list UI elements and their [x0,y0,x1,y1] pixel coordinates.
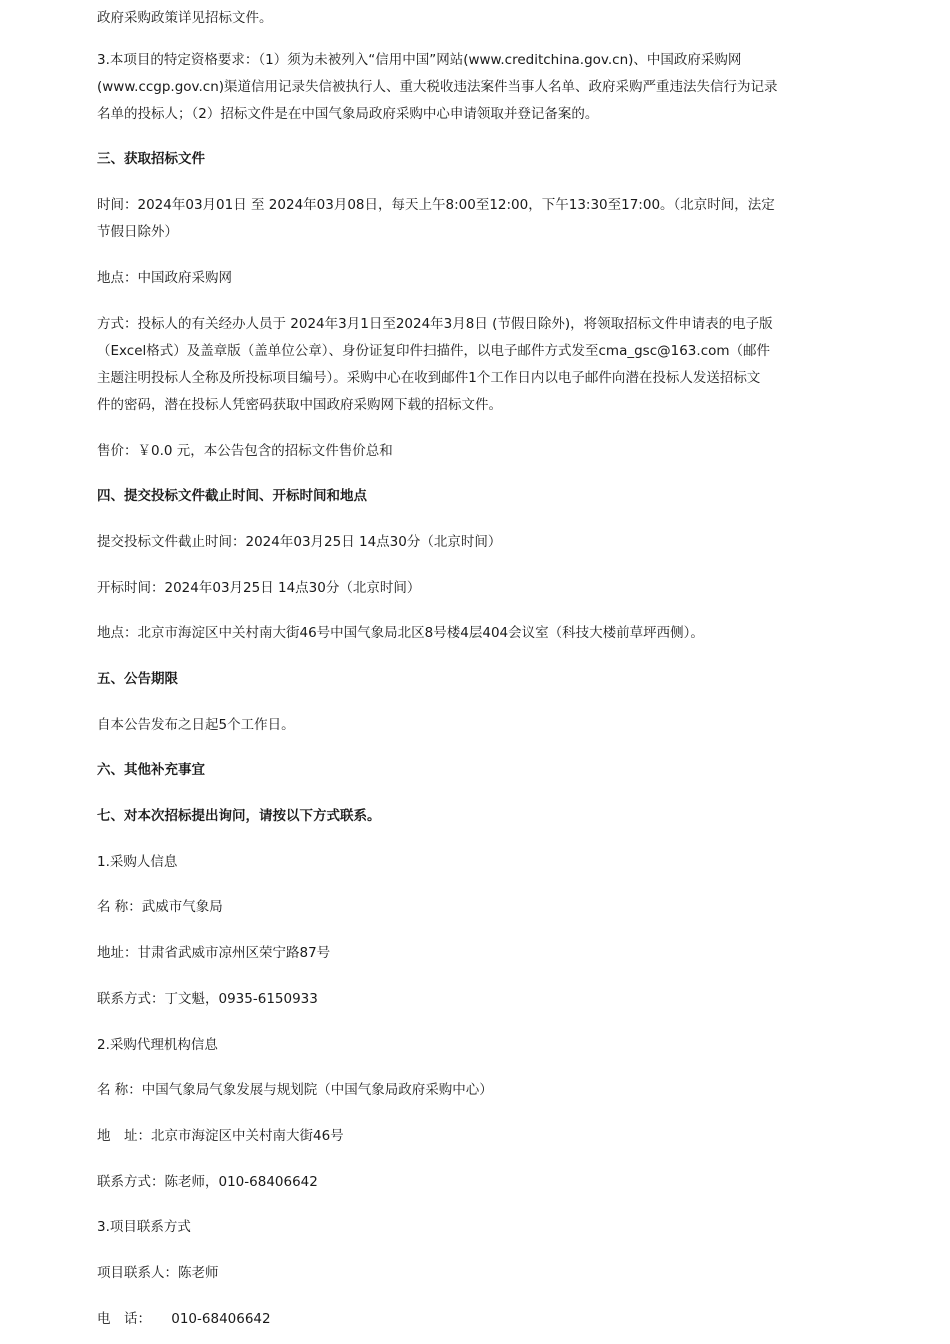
obtain-time-line-2: 节假日除外） [97,224,178,240]
section-heading-obtain-documents: 三、获取招标文件 [97,151,205,167]
purchaser-address: 地址：甘肃省武威市凉州区荣宁路87号 [97,945,331,961]
section-heading-supplementary: 六、其他补充事宜 [97,762,205,778]
opening-time: 开标时间：2024年03月25日 14点30分（北京时间） [97,580,421,596]
obtain-method-line-4: 件的密码，潜在投标人凭密码获取中国政府采购网下载的招标文件。 [97,397,502,413]
agency-info-heading: 2.采购代理机构信息 [97,1037,218,1053]
policy-note: 政府采购政策详见招标文件。 [97,10,273,26]
obtain-method-line-3: 主题注明投标人全称及所投标项目编号）。采购中心在收到邮件1个工作日内以电子邮件向潜在投标人发送招标文 [97,370,761,386]
obtain-time-line-1: 时间：2024年03月01日 至 2024年03月08日，每天上午8:00至12:00，下午13:30至17:00。（北京时间，法定 [97,197,775,213]
agency-address: 地 址：北京市海淀区中关村南大街46号 [97,1128,344,1144]
opening-place: 地点：北京市海淀区中关村南大街46号中国气象局北区8号楼4层404会议室（科技大楼前草坪西侧）。 [97,625,704,641]
agency-name: 名 称：中国气象局气象发展与规划院（中国气象局政府采购中心） [97,1082,493,1098]
obtain-method-line-2: （Excel格式）及盖章版（盖单位公章）、身份证复印件扫描件，以电子邮件方式发至cma_gsc@163.com（邮件 [97,343,771,359]
document-price: 售价：￥0.0 元，本公告包含的招标文件售价总和 [97,443,393,459]
project-contact-person: 项目联系人：陈老师 [97,1265,219,1281]
section-heading-contact: 七、对本次招标提出询问，请按以下方式联系。 [97,808,381,824]
qualification-line-3: 名单的投标人；（2）招标文件是在中国气象局政府采购中心申请领取并登记备案的。 [97,106,599,122]
project-contact-heading: 3.项目联系方式 [97,1219,191,1235]
purchaser-contact: 联系方式：丁文魁，0935-6150933 [97,991,318,1007]
section-heading-announcement-period: 五、公告期限 [97,671,178,687]
section-heading-deadline: 四、提交投标文件截止时间、开标时间和地点 [97,488,367,504]
purchaser-name: 名 称：武威市气象局 [97,899,223,915]
purchaser-info-heading: 1.采购人信息 [97,854,178,870]
obtain-method-line-1: 方式：投标人的有关经办人员于 2024年3月1日至2024年3月8日 (节假日除外)，将领取招标文件申请表的电子版 [97,316,773,332]
submission-deadline: 提交投标文件截止时间：2024年03月25日 14点30分（北京时间） [97,534,502,550]
announcement-period: 自本公告发布之日起5个工作日。 [97,717,295,733]
obtain-place: 地点：中国政府采购网 [97,270,232,286]
agency-contact: 联系方式：陈老师，010-68406642 [97,1174,318,1190]
project-contact-phone: 电 话： 010-68406642 [97,1311,271,1327]
qualification-line-1: 3.本项目的特定资格要求：（1）须为未被列入“信用中国”网站(www.creditchina.gov.cn)、中国政府采购网 [97,52,742,68]
qualification-line-2: (www.ccgp.gov.cn)渠道信用记录失信被执行人、重大税收违法案件当事人名单、政府采购严重违法失信行为记录 [97,79,778,95]
